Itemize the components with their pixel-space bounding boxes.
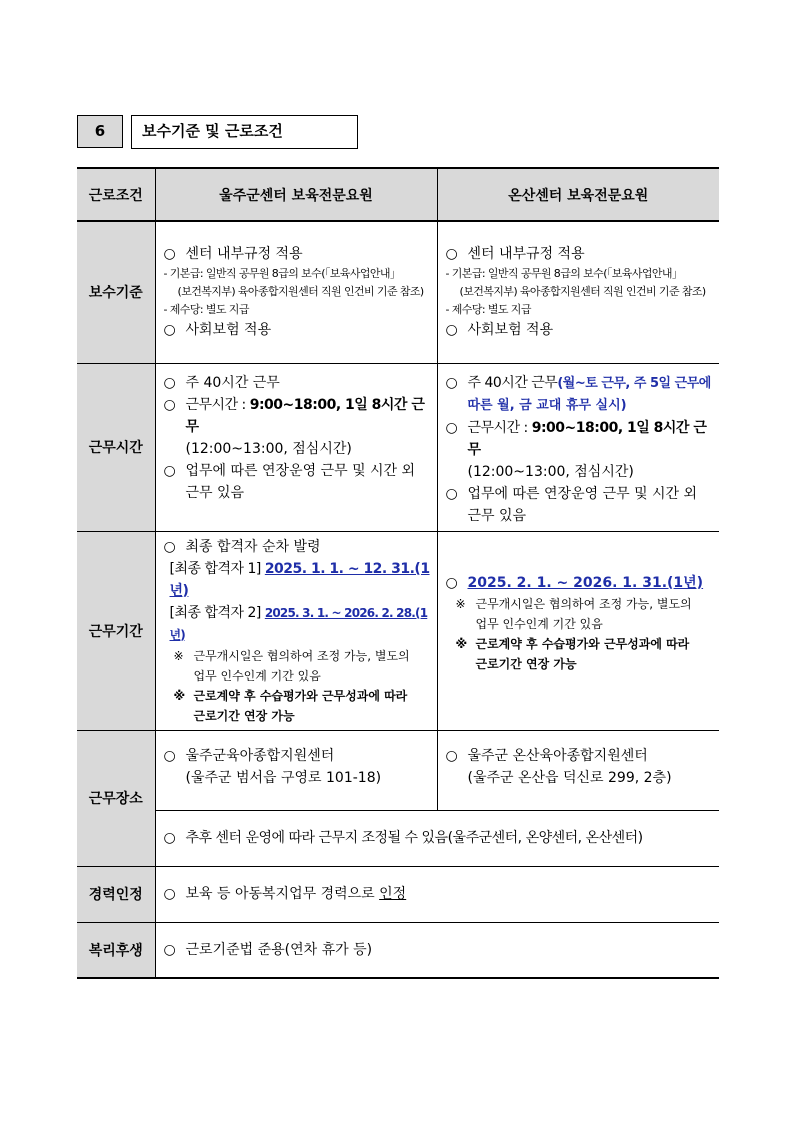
pay-right-sub: - 기본급: 일반직 공무원 8급의 보수(「보육사업안내」 <box>445 267 683 281</box>
place-note-row <box>77 810 719 866</box>
period-right-note: 업무 인수인계 기간 있음 <box>475 616 603 631</box>
place-right <box>437 730 719 810</box>
hours-left-time: 9:00~18:00, 1일 8시간 근무 <box>185 396 425 435</box>
header-onsan: 온산센터 보육전문요원 <box>437 168 719 221</box>
period-left-date: 2025. 1. 1. ~ 12. 31.(1년) <box>169 560 430 599</box>
hours-right <box>437 363 719 531</box>
hours-label: 근무시간 <box>77 363 155 531</box>
pay-right-sub: - 제수당: 별도 지급 <box>445 303 531 317</box>
pay-row <box>77 221 719 363</box>
pay-left-sub: - 기본급: 일반직 공무원 8급의 보수(「보육사업안내」 <box>163 267 401 281</box>
place-note <box>155 810 719 866</box>
pay-left-line: 센터 내부규정 적용 <box>185 246 303 263</box>
header-uljugun: 울주군센터 보육전문요원 <box>155 168 437 221</box>
career-text: 보육 등 아동복지업무 경력으로 <box>185 886 380 902</box>
pay-right-sub: (보건복지부) 육아종합지원센터 직원 인건비 기준 참조) <box>459 285 706 299</box>
career-label: 경력인정 <box>77 866 155 922</box>
bullet: ○ <box>163 374 176 391</box>
period-left <box>155 531 437 730</box>
bullet: ○ <box>163 830 176 846</box>
hours-left-line: 주 40시간 근무 <box>185 374 280 391</box>
place-right-line: 울주군 온산육아종합지원센터 <box>467 747 648 764</box>
pay-left-sub: (보건복지부) 육아종합지원센터 직원 인건비 기준 참조) <box>177 285 424 299</box>
pay-left <box>155 221 437 363</box>
period-left-line: [최종 합격자 1] <box>169 560 265 577</box>
hours-right-time: 9:00~18:00, 1일 8시간 근무 <box>467 419 707 458</box>
bullet: ○ <box>445 322 458 339</box>
period-row <box>77 531 719 730</box>
career-cell <box>155 866 719 922</box>
bullet: ○ <box>163 322 176 339</box>
hours-right-line: 주 40시간 근무 <box>467 374 558 391</box>
bullet: ○ <box>445 419 458 436</box>
welfare-text: 근로기준법 준용(연차 휴가 등) <box>185 941 373 958</box>
bullet: ○ <box>163 396 176 413</box>
pay-left-line: 사회보험 적용 <box>185 322 272 339</box>
bullet: ○ <box>445 374 458 391</box>
welfare-row <box>77 922 719 978</box>
place-left <box>155 730 437 810</box>
hours-right-line: (12:00~13:00, 점심시간) <box>467 463 634 480</box>
section-number: 6 <box>77 115 123 148</box>
hours-right-note: 따른 월, 금 교대 휴무 실시) <box>467 397 627 413</box>
period-right-note: 근무개시일은 협의하여 조정 가능, 별도의 <box>475 596 692 611</box>
hours-left-line: (12:00~13:00, 점심시간) <box>185 440 352 457</box>
place-left-line: 울주군육아종합지원센터 <box>185 747 335 764</box>
place-label: 근무장소 <box>77 730 155 866</box>
bullet: ○ <box>445 485 458 502</box>
pay-right-line: 사회보험 적용 <box>467 322 554 339</box>
period-right-date: 2025. 2. 1. ~ 2026. 1. 31.(1년) <box>467 574 704 591</box>
period-left-date: 2025. 3. 1. ~ 2026. 2. 28.(1년) <box>169 605 428 642</box>
bullet: ○ <box>163 941 176 958</box>
period-left-note: 근무개시일은 협의하여 조정 가능, 별도의 <box>193 648 410 663</box>
pay-label: 보수기준 <box>77 221 155 363</box>
place-row <box>77 730 719 810</box>
note-mark: ※ <box>455 636 468 651</box>
header-row <box>77 168 719 221</box>
pay-right-line: 센터 내부규정 적용 <box>467 246 585 263</box>
conditions-table <box>77 167 719 979</box>
hours-row <box>77 363 719 531</box>
note-mark: ※ <box>455 596 466 611</box>
header-conditions: 근로조건 <box>77 168 155 221</box>
period-left-line: 최종 합격자 순차 발령 <box>185 538 321 555</box>
career-text-underlined: 인정 <box>379 886 407 902</box>
period-left-line: [최종 합격자 2] <box>169 604 265 621</box>
hours-right-line: 업무에 따른 연장운영 근무 및 시간 외 <box>467 485 698 502</box>
bullet: ○ <box>445 246 458 263</box>
bullet: ○ <box>163 886 176 902</box>
period-left-note: 업무 인수인계 기간 있음 <box>193 668 321 683</box>
period-left-note: 근로기간 연장 가능 <box>193 708 295 723</box>
hours-right-note: (월~토 근무, 주 5일 근무에 <box>557 375 711 391</box>
pay-right <box>437 221 719 363</box>
bullet: ○ <box>163 246 176 263</box>
period-label: 근무기간 <box>77 531 155 730</box>
welfare-cell <box>155 922 719 978</box>
hours-left-line: 업무에 따른 연장운영 근무 및 시간 외 <box>185 462 416 479</box>
note-mark: ※ <box>173 688 186 703</box>
bullet: ○ <box>445 747 458 764</box>
section-title: 보수기준 및 근로조건 <box>131 115 358 149</box>
period-right-note: 근로기간 연장 가능 <box>475 656 577 671</box>
bullet: ○ <box>163 462 176 479</box>
period-right <box>437 531 719 730</box>
hours-right-line: 근무시간 : <box>467 419 532 436</box>
welfare-label: 복리후생 <box>77 922 155 978</box>
place-left-line: (울주군 범서읍 구영로 101-18) <box>185 769 382 786</box>
period-left-note: 근로계약 후 수습평가와 근무성과에 따라 <box>193 688 408 703</box>
bullet: ○ <box>163 538 176 555</box>
period-right-note: 근로계약 후 수습평가와 근무성과에 따라 <box>475 636 690 651</box>
place-right-line: (울주군 온산읍 덕신로 299, 2층) <box>467 769 672 786</box>
bullet: ○ <box>445 574 458 591</box>
hours-right-line: 근무 있음 <box>467 507 527 524</box>
hours-left-line: 근무시간 : <box>185 396 250 413</box>
hours-left-line: 근무 있음 <box>185 484 245 501</box>
bullet: ○ <box>163 747 176 764</box>
hours-left <box>155 363 437 531</box>
note-mark: ※ <box>173 648 184 663</box>
career-row <box>77 866 719 922</box>
pay-left-sub: - 제수당: 별도 지급 <box>163 303 249 317</box>
place-note-text: 추후 센터 운영에 따라 근무지 조정될 수 있음(울주군센터, 온양센터, 온산센터) <box>185 830 643 846</box>
